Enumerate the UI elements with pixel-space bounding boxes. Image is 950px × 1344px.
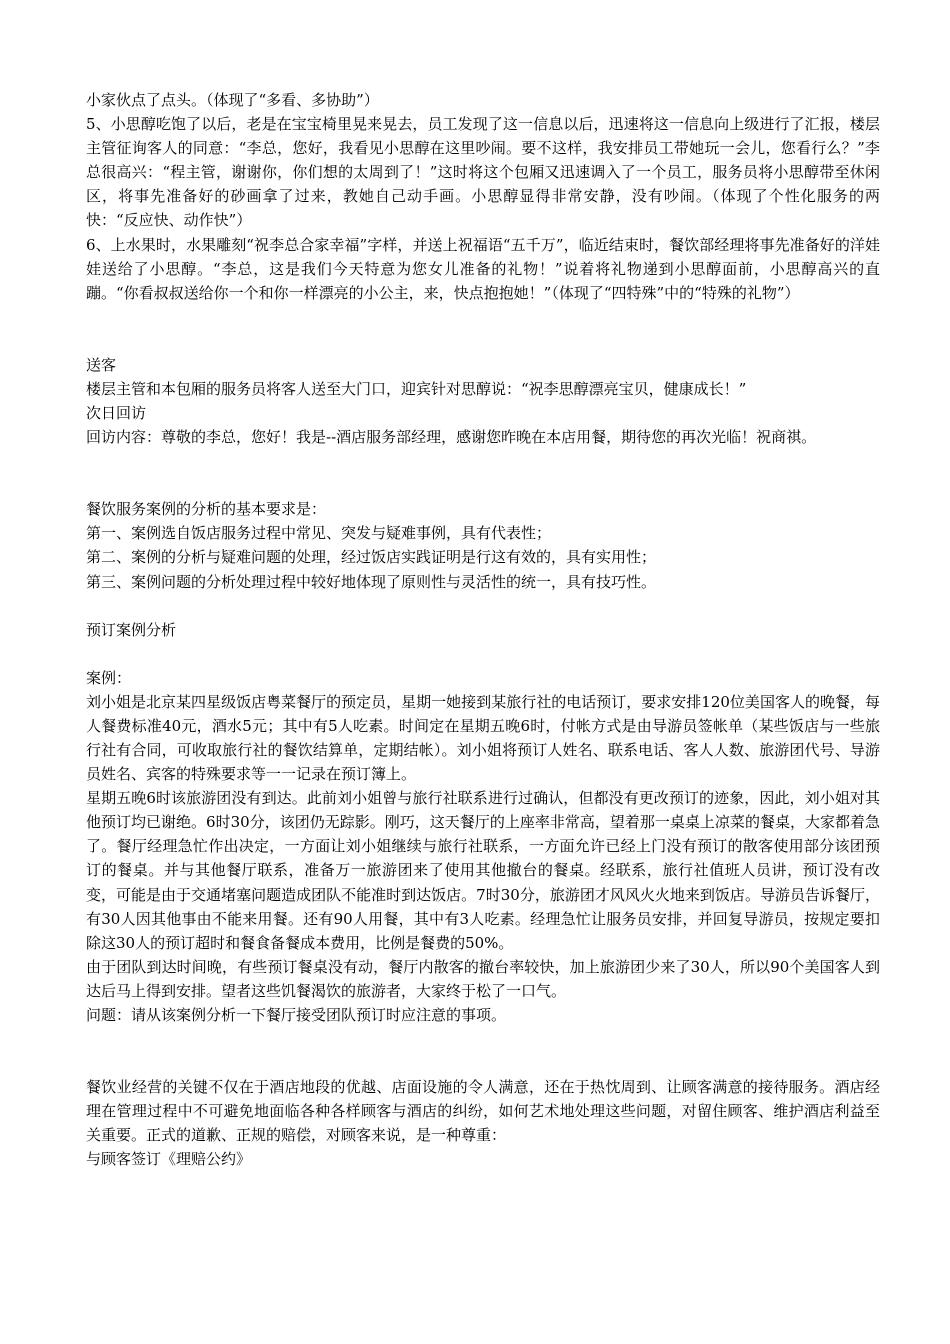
paragraph-visit-content: 回访内容：尊敬的李总，您好！我是--酒店服务部经理，感谢您昨晚在本店用餐，期待您的再次光临！祝商祺。 bbox=[86, 428, 817, 447]
spacer bbox=[86, 594, 880, 618]
document-page bbox=[86, 88, 880, 1171]
paragraph-requirement-3: 第三、案例问题的分析处理过程中较好地体现了原则性与灵活性的统一，具有技巧性。 bbox=[86, 572, 657, 591]
paragraph-item-6: 6、上水果时，水果雕刻“祝李总合家幸福”字样，并送上祝福语“五千万”，临近结束时，餐饮部经理将事先准备好的洋娃娃送给了小思醇。“李总，这是我们今天特意为您女儿准备的礼物！”说着将礼物递到小思醇面前，小思醇高兴的直蹦。“你看叔叔送给你一个和你一样漂亮的小公主，来，快点抱抱她！”（体现了“四特殊”中的“特殊的礼物”） bbox=[86, 235, 880, 302]
paragraph-case-2: 星期五晚6时该旅游团没有到达。此前刘小姐曾与旅行社联系进行过确认，但都没有更改预订的迹象，因此，刘小姐对其他预订均已谢绝。6时30分，该团仍无踪影。刚巧，这天餐厅的上座率非常高，望着那一桌桌上凉菜的餐桌，大家都着急了。餐厅经理急忙作出决定，一方面让刘小姐继续与旅行社联系，一方面允许已经上门没有预订的散客使用部分该团预订的餐桌。并与其他餐厅联系，准备万一旅游团来了使用其他撤台的餐桌。经联系，旅行社值班人员讲，预订没有改变，可能是由于交通堵塞问题造成团队不能准时到达饭店。7时30分，旅游团才风风火火地来到饭店。导游员告诉餐厅，有30人因其他事由不能来用餐。还有90人用餐，其中有3人吃素。经理急忙让服务员安排，并回复导游员，按规定要扣除这30人的预订超时和餐食备餐成本费用，比例是餐费的50%。 bbox=[86, 789, 880, 952]
heading-reservation-case: 预订案例分析 bbox=[86, 620, 177, 639]
paragraph-nod: 小家伙点了点头。（体现了“多看、多协助”） bbox=[86, 91, 379, 109]
paragraph-send-off: 楼层主管和本包厢的服务员将客人送至大门口，迎宾针对思醇说：“祝李思醇漂亮宝贝，健康成长！” bbox=[86, 379, 747, 398]
paragraph-question: 问题：请从该案例分析一下餐厅接受团队预订时应注意的事项。 bbox=[86, 1006, 507, 1024]
spacer bbox=[86, 449, 880, 497]
paragraph-management: 餐饮业经营的关键不仅在于酒店地段的优越、店面设施的令人满意，还在于热忱周到、让顾客满意的接待服务。酒店经理在管理过程中不可避免地面临各种各样顾客与酒店的纠纷，如何艺术地处理这些问题，对留住顾客、维护酒店利益至关重要。正式的道歉、正规的赔偿，对顾客来说，是一种尊重： bbox=[86, 1078, 880, 1145]
spacer bbox=[86, 642, 880, 666]
spacer bbox=[86, 305, 880, 353]
paragraph-requirement-1: 第一、案例选自饭店服务过程中常见、突发与疑难事例，具有代表性； bbox=[86, 524, 552, 543]
heading-next-day-visit: 次日回访 bbox=[86, 404, 147, 423]
paragraph-case-1: 刘小姐是北京某四星级饭店粤菜餐厅的预定员，星期一她接到某旅行社的电话预订，要求安排120位美国客人的晚餐，每人餐费标准40元，酒水5元；其中有5人吃素。时间定在星期五晚6时，付帐方式是由导游员签帐单（某些饭店与一些旅行社有合同，可收取旅行社的餐饮结算单，定期结帐）。刘小姐将预订人姓名、联系电话、客人人数、旅游团代号、导游员姓名、宾客的特殊要求等一一记录在预订簿上。 bbox=[86, 692, 880, 784]
paragraph-requirement-2: 第二、案例的分析与疑难问题的处理，经过饭店实践证明是行这有效的，具有实用性； bbox=[86, 548, 657, 567]
paragraph-case-3: 由于团队到达时间晚，有些预订餐桌没有动，餐厅内散客的撤台率较快，加上旅游团少来了30人，所以90个美国客人到达后马上得到安排。望者这些饥餐渴饮的旅游者，大家终于松了一口气。 bbox=[86, 957, 880, 1000]
heading-case: 案例： bbox=[86, 668, 132, 687]
heading-send-off: 送客 bbox=[86, 355, 117, 374]
paragraph-requirements-intro: 餐饮服务案例的分析的基本要求是： bbox=[86, 500, 327, 519]
paragraph-compensation-agreement: 与顾客签订《理赔公约》 bbox=[86, 1150, 252, 1169]
spacer bbox=[86, 1027, 880, 1075]
paragraph-item-5: 5、小思醇吃饱了以后，老是在宝宝椅里晃来晃去，员工发现了这一信息以后，迅速将这一信息向上级进行了汇报，楼层主管征询客人的同意：“李总，您好，我看见小思醇在这里吵闹。要不这样，我安排员工带她玩一会儿，您看行么？”李总很高兴：“程主管，谢谢你，你们想的太周到了！”这时将这个包厢又迅速调入了一个员工，服务员将小思醇带至休闲区，将事先准备好的砂画拿了过来，教她自己动手画。小思醇显得非常安静，没有吵闹。（体现了个性化服务的两快：“反应快、动作快”） bbox=[86, 115, 880, 230]
